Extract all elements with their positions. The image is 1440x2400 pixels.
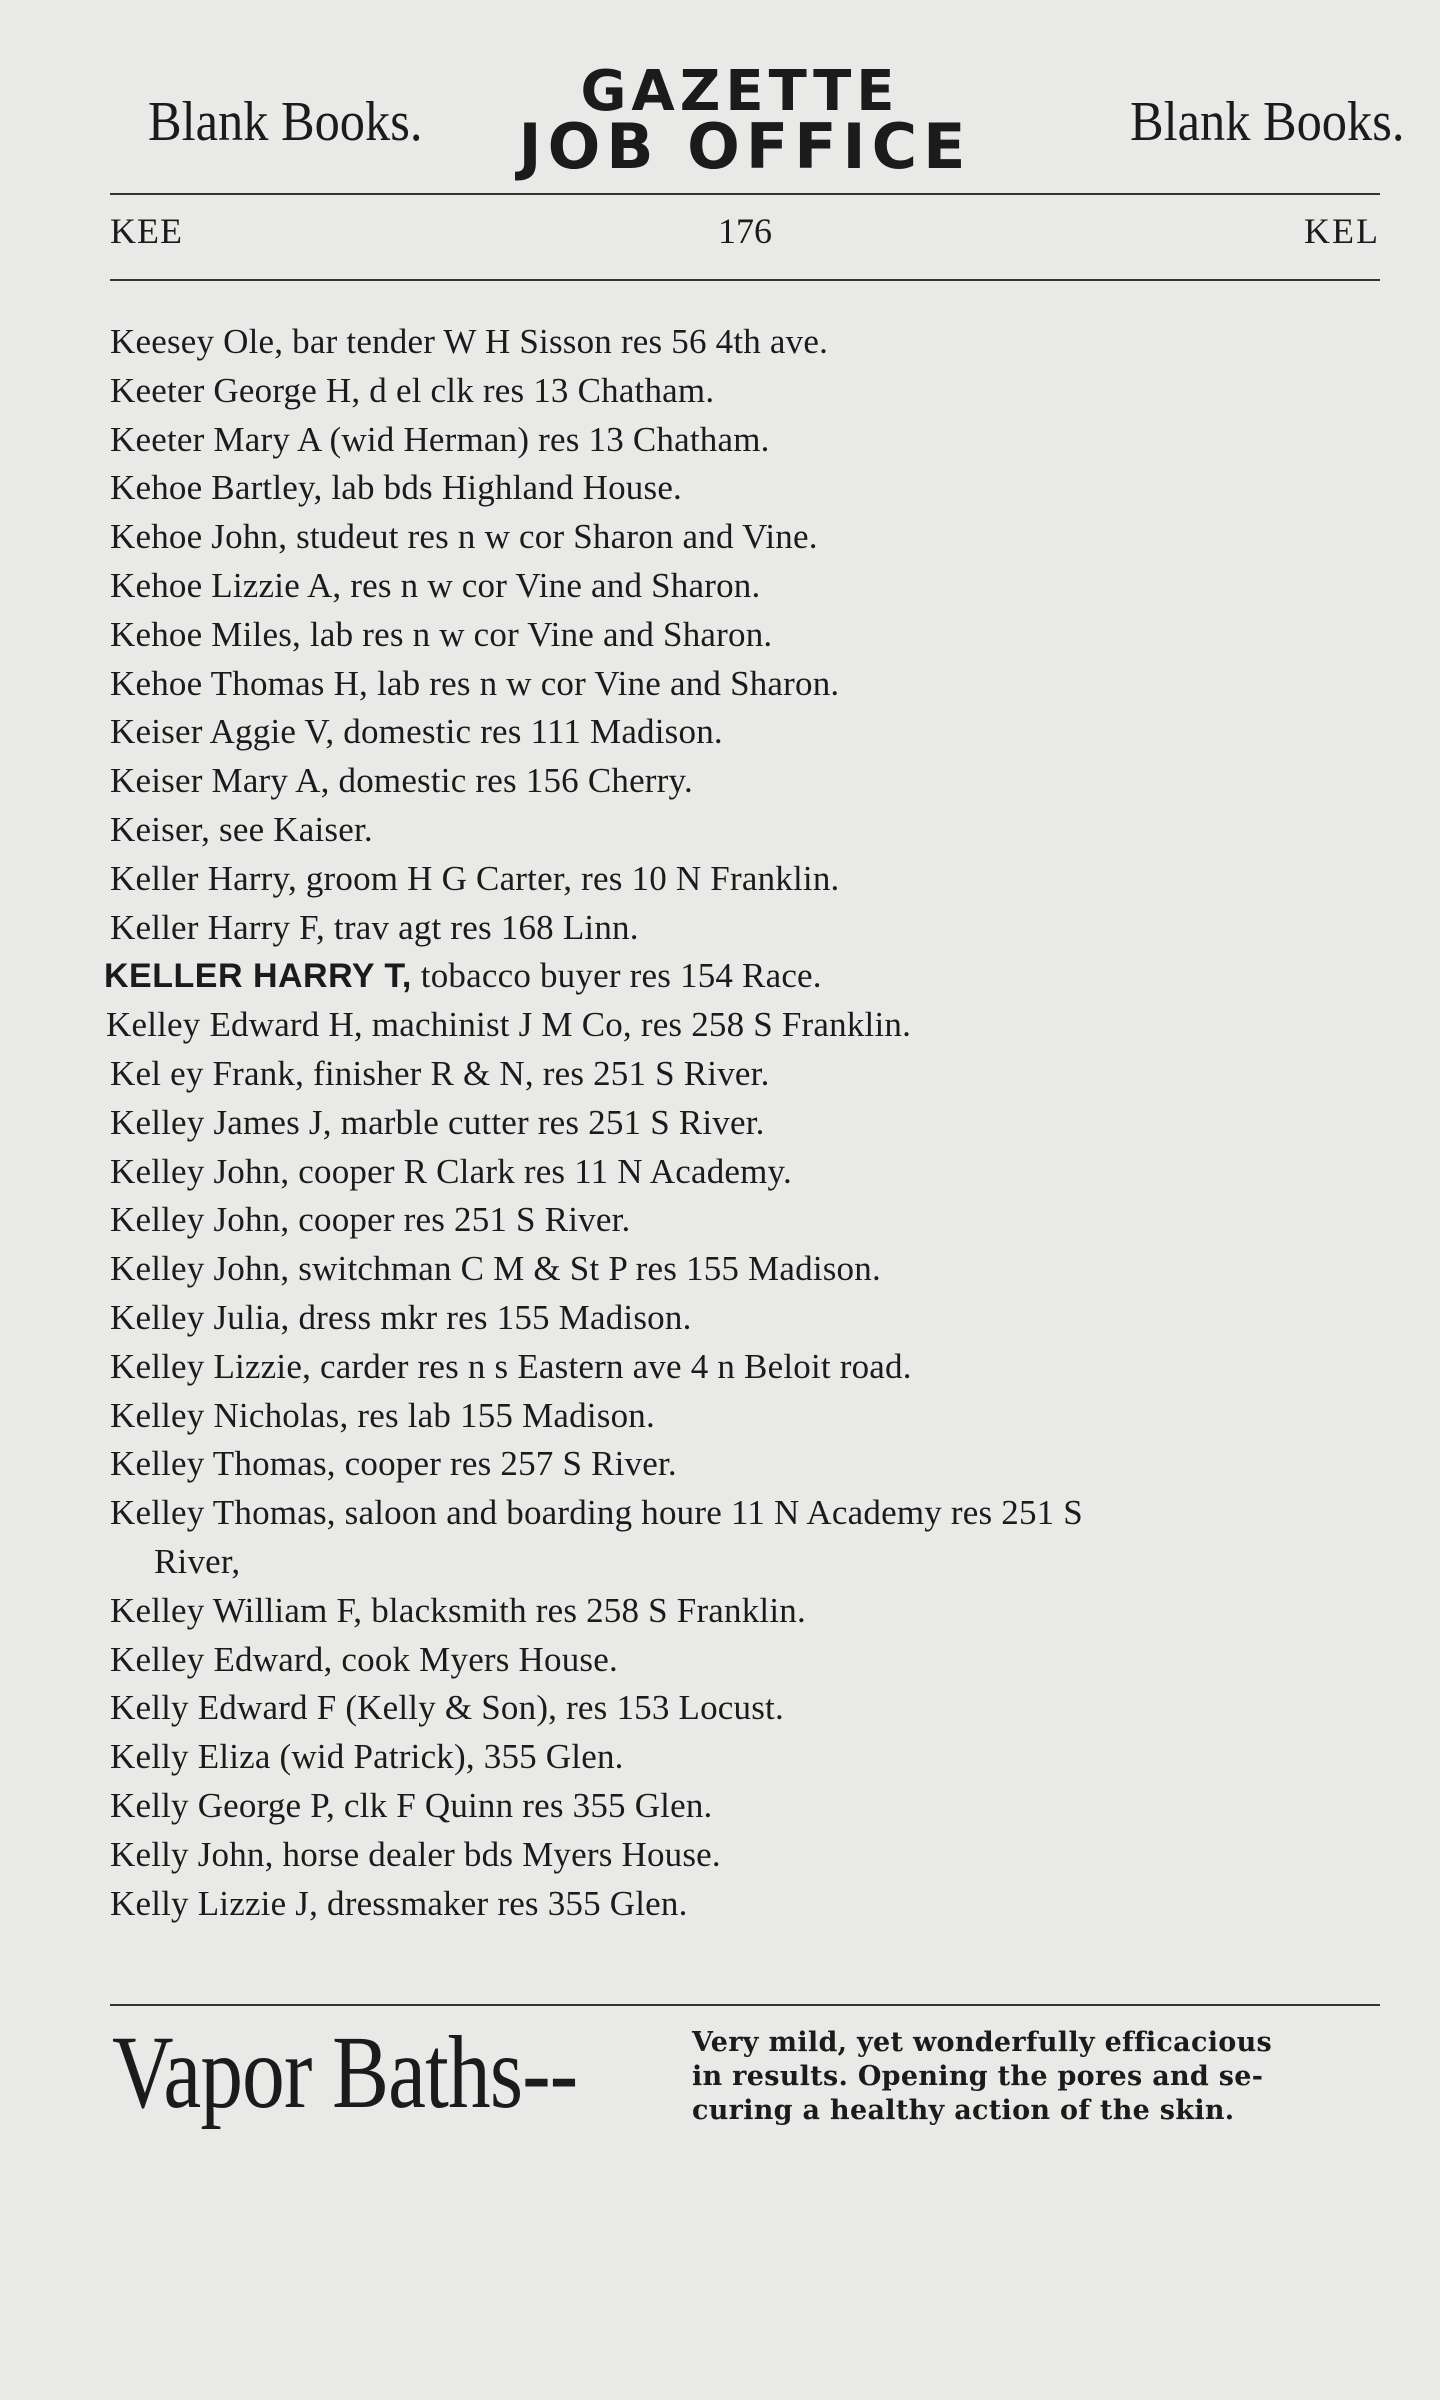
list-item: Kelly Eliza (wid Patrick), 355 Glen. <box>110 1737 624 1777</box>
page-number: 176 <box>718 211 772 251</box>
list-item: Keller Harry, groom H G Carter, res 10 N Franklin. <box>110 858 840 898</box>
list-item: Kelley John, cooper res 251 S River. <box>110 1200 631 1240</box>
list-item: Kelley Lizzie, carder res n s Eastern ave 4 n Beloit road. <box>110 1346 912 1386</box>
list-item: Kelley William F, blacksmith res 258 S Franklin. <box>110 1590 806 1630</box>
guide-word-right: KEL <box>1304 211 1380 251</box>
list-item: Kelley John, cooper R Clark res 11 N Academy. <box>110 1151 792 1191</box>
list-item: Keiser Mary A, domestic res 156 Cherry. <box>110 761 693 801</box>
list-item: Kelley Julia, dress mkr res 155 Madison. <box>110 1297 692 1337</box>
list-item: Kelley John, switchman C M & St P res 155 Madison. <box>110 1249 881 1289</box>
list-item: Kelly Edward F (Kelly & Son), res 153 Locust. <box>110 1688 784 1728</box>
list-item: Kehoe Bartley, lab bds Highland House. <box>110 468 683 508</box>
list-item: Kelley James J, marble cutter res 251 S River. <box>110 1102 765 1142</box>
list-item: Kelly George P, clk F Quinn res 355 Glen. <box>110 1785 713 1825</box>
footer-rule <box>110 2004 1380 2006</box>
running-head <box>110 210 1380 260</box>
list-item: Kehoe Thomas H, lab res n w cor Vine and Sharon. <box>110 663 840 703</box>
list-item: Keller Harry F, trav agt res 168 Linn. <box>110 907 639 947</box>
job-office-title: JOB OFFICE <box>518 110 972 183</box>
guide-word-left: KEE <box>110 211 183 251</box>
vapor-baths-description: Very mild, yet wonderfully efficacious in results. Opening the pores and se- curing a healthy action of the skin. <box>692 2027 1273 2126</box>
directory-listings <box>104 318 1385 1928</box>
gazette-title: GAZETTE <box>580 59 900 124</box>
list-item: Keeter Mary A (wid Herman) res 13 Chatham. <box>110 419 770 459</box>
list-item: Kelley Edward H, machinist J M Co, res 258 S Franklin. <box>106 1005 912 1045</box>
vapor-baths-title: Vapor Baths-- <box>112 2015 578 2130</box>
list-item: Keiser, see Kaiser. <box>110 809 373 849</box>
list-item: Kelley Edward, cook Myers House. <box>110 1639 618 1679</box>
header-rule-top <box>110 193 1380 195</box>
list-item-bold: KELLER HARRY T, tobacco buyer res 154 Race. <box>104 956 822 996</box>
list-item: Kel ey Frank, finisher R & N, res 251 S River. <box>110 1053 770 1093</box>
list-item: Kehoe John, studeut res n w cor Sharon and Vine. <box>110 517 818 557</box>
header-rule-bottom <box>110 279 1380 281</box>
list-item: Kehoe Lizzie A, res n w cor Vine and Sharon. <box>110 565 761 605</box>
bold-name: KELLER HARRY T, <box>104 957 412 996</box>
blank-books-left: Blank Books. <box>148 91 423 153</box>
list-item: Kelley Nicholas, res lab 155 Madison. <box>110 1395 655 1435</box>
list-item: Kelly Lizzie J, dressmaker res 355 Glen. <box>110 1883 688 1923</box>
list-item: Kehoe Miles, lab res n w cor Vine and Sharon. <box>110 614 773 654</box>
list-item: Kelly John, horse dealer bds Myers House. <box>110 1834 721 1874</box>
header-advertisement <box>110 59 1405 183</box>
list-item-wrapped: Kelley Thomas, saloon and boarding houre 11 N Academy res 251 S River, <box>110 1493 1083 1581</box>
footer-advertisement <box>110 2015 1385 2138</box>
list-item: Keiser Aggie V, domestic res 111 Madison. <box>110 712 723 752</box>
list-item: Keesey Ole, bar tender W H Sisson res 56 4th ave. <box>110 322 829 361</box>
blank-books-right: Blank Books. <box>1130 91 1405 153</box>
list-item: Keeter George H, d el clk res 13 Chatham. <box>110 370 715 410</box>
list-item: Kelley Thomas, cooper res 257 S River. <box>110 1444 677 1484</box>
gazette-job-office-logo <box>490 59 1000 183</box>
